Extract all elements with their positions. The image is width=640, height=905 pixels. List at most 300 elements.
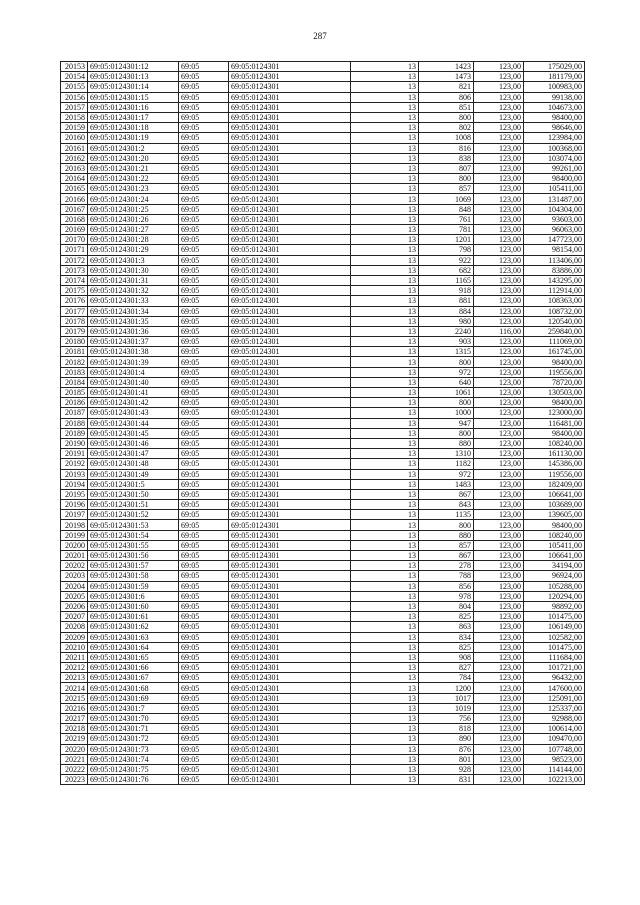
table-row xyxy=(61,408,585,418)
value-cell: 145386,00 xyxy=(524,459,585,469)
rate-cell: 123,00 xyxy=(474,744,524,754)
value-cell: 101721,00 xyxy=(524,663,585,673)
table-row xyxy=(61,479,585,489)
quarter-cell: 69:05:0124301 xyxy=(229,642,351,652)
table-row xyxy=(61,510,585,520)
table-row xyxy=(61,469,585,479)
area-cell: 800 xyxy=(419,112,474,122)
area-cell: 804 xyxy=(419,601,474,611)
district-code-cell: 69:05 xyxy=(179,306,229,316)
value-cell: 108732,00 xyxy=(524,306,585,316)
rate-cell: 123,00 xyxy=(474,265,524,275)
table-row xyxy=(61,764,585,774)
row-number-cell: 20167 xyxy=(61,204,88,214)
table-row xyxy=(61,744,585,754)
area-cell: 928 xyxy=(419,764,474,774)
rate-cell: 123,00 xyxy=(474,469,524,479)
quarter-cell: 69:05:0124301 xyxy=(229,235,351,245)
value-cell: 98523,00 xyxy=(524,754,585,764)
area-cell: 867 xyxy=(419,489,474,499)
area-cell: 908 xyxy=(419,652,474,662)
zone-cell: 13 xyxy=(351,714,419,724)
table-row xyxy=(61,153,585,163)
rate-cell: 123,00 xyxy=(474,622,524,632)
value-cell: 98646,00 xyxy=(524,123,585,133)
area-cell: 863 xyxy=(419,622,474,632)
zone-cell: 13 xyxy=(351,632,419,642)
zone-cell: 13 xyxy=(351,377,419,387)
district-code-cell: 69:05 xyxy=(179,377,229,387)
quarter-cell: 69:05:0124301 xyxy=(229,540,351,550)
table-row xyxy=(61,724,585,734)
zone-cell: 13 xyxy=(351,652,419,662)
district-code-cell: 69:05 xyxy=(179,337,229,347)
district-code-cell: 69:05 xyxy=(179,428,229,438)
area-cell: 1473 xyxy=(419,72,474,82)
table-row xyxy=(61,561,585,571)
zone-cell: 13 xyxy=(351,357,419,367)
quarter-cell: 69:05:0124301 xyxy=(229,62,351,72)
value-cell: 98400,00 xyxy=(524,428,585,438)
value-cell: 182409,00 xyxy=(524,479,585,489)
value-cell: 96063,00 xyxy=(524,225,585,235)
row-number-cell: 20173 xyxy=(61,265,88,275)
table-row xyxy=(61,174,585,184)
row-number-cell: 20178 xyxy=(61,316,88,326)
table-row xyxy=(61,683,585,693)
district-code-cell: 69:05 xyxy=(179,703,229,713)
zone-cell: 13 xyxy=(351,143,419,153)
row-number-cell: 20185 xyxy=(61,388,88,398)
table-row xyxy=(61,632,585,642)
table-row xyxy=(61,734,585,744)
area-cell: 876 xyxy=(419,744,474,754)
district-code-cell: 69:05 xyxy=(179,551,229,561)
table-row xyxy=(61,449,585,459)
table-row xyxy=(61,214,585,224)
area-cell: 798 xyxy=(419,245,474,255)
area-cell: 1201 xyxy=(419,235,474,245)
table-row xyxy=(61,551,585,561)
row-number-cell: 20201 xyxy=(61,551,88,561)
table-row xyxy=(61,377,585,387)
value-cell: 100368,00 xyxy=(524,143,585,153)
district-code-cell: 69:05 xyxy=(179,82,229,92)
row-number-cell: 20170 xyxy=(61,235,88,245)
zone-cell: 13 xyxy=(351,225,419,235)
rate-cell: 123,00 xyxy=(474,245,524,255)
quarter-cell: 69:05:0124301 xyxy=(229,438,351,448)
rate-cell: 123,00 xyxy=(474,133,524,143)
row-number-cell: 20208 xyxy=(61,622,88,632)
district-code-cell: 69:05 xyxy=(179,449,229,459)
district-code-cell: 69:05 xyxy=(179,673,229,683)
rate-cell: 123,00 xyxy=(474,102,524,112)
rate-cell: 123,00 xyxy=(474,703,524,713)
quarter-cell: 69:05:0124301 xyxy=(229,153,351,163)
cadastral-number-cell: 69:05:0124301:20 xyxy=(88,153,179,163)
cadastral-number-cell: 69:05:0124301:53 xyxy=(88,520,179,530)
row-number-cell: 20162 xyxy=(61,153,88,163)
area-cell: 980 xyxy=(419,316,474,326)
quarter-cell: 69:05:0124301 xyxy=(229,367,351,377)
area-cell: 807 xyxy=(419,163,474,173)
value-cell: 106641,00 xyxy=(524,551,585,561)
district-code-cell: 69:05 xyxy=(179,561,229,571)
rate-cell: 123,00 xyxy=(474,459,524,469)
table-row xyxy=(61,275,585,285)
value-cell: 92988,00 xyxy=(524,714,585,724)
value-cell: 119556,00 xyxy=(524,367,585,377)
district-code-cell: 69:05 xyxy=(179,347,229,357)
quarter-cell: 69:05:0124301 xyxy=(229,102,351,112)
quarter-cell: 69:05:0124301 xyxy=(229,551,351,561)
rate-cell: 123,00 xyxy=(474,510,524,520)
zone-cell: 13 xyxy=(351,153,419,163)
rate-cell: 123,00 xyxy=(474,642,524,652)
value-cell: 108363,00 xyxy=(524,296,585,306)
area-cell: 816 xyxy=(419,143,474,153)
table-row xyxy=(61,642,585,652)
cadastral-number-cell: 69:05:0124301:23 xyxy=(88,184,179,194)
cadastral-number-cell: 69:05:0124301:57 xyxy=(88,561,179,571)
row-number-cell: 20207 xyxy=(61,612,88,622)
rate-cell: 123,00 xyxy=(474,683,524,693)
table-row xyxy=(61,489,585,499)
cadastral-number-cell: 69:05:0124301:50 xyxy=(88,489,179,499)
value-cell: 113406,00 xyxy=(524,255,585,265)
quarter-cell: 69:05:0124301 xyxy=(229,561,351,571)
row-number-cell: 20159 xyxy=(61,123,88,133)
area-cell: 947 xyxy=(419,418,474,428)
table-row xyxy=(61,622,585,632)
zone-cell: 13 xyxy=(351,306,419,316)
district-code-cell: 69:05 xyxy=(179,632,229,642)
row-number-cell: 20192 xyxy=(61,459,88,469)
quarter-cell: 69:05:0124301 xyxy=(229,133,351,143)
zone-cell: 13 xyxy=(351,62,419,72)
area-cell: 848 xyxy=(419,204,474,214)
quarter-cell: 69:05:0124301 xyxy=(229,214,351,224)
cadastral-number-cell: 69:05:0124301:22 xyxy=(88,174,179,184)
area-cell: 903 xyxy=(419,337,474,347)
value-cell: 99261,00 xyxy=(524,163,585,173)
table-row xyxy=(61,612,585,622)
district-code-cell: 69:05 xyxy=(179,163,229,173)
quarter-cell: 69:05:0124301 xyxy=(229,174,351,184)
district-code-cell: 69:05 xyxy=(179,734,229,744)
cadastral-number-cell: 69:05:0124301:46 xyxy=(88,438,179,448)
quarter-cell: 69:05:0124301 xyxy=(229,622,351,632)
zone-cell: 13 xyxy=(351,663,419,673)
rate-cell: 123,00 xyxy=(474,734,524,744)
rate-cell: 123,00 xyxy=(474,153,524,163)
rate-cell: 123,00 xyxy=(474,438,524,448)
area-cell: 682 xyxy=(419,265,474,275)
district-code-cell: 69:05 xyxy=(179,510,229,520)
zone-cell: 13 xyxy=(351,530,419,540)
district-code-cell: 69:05 xyxy=(179,357,229,367)
quarter-cell: 69:05:0124301 xyxy=(229,489,351,499)
cadastral-number-cell: 69:05:0124301:28 xyxy=(88,235,179,245)
quarter-cell: 69:05:0124301 xyxy=(229,612,351,622)
district-code-cell: 69:05 xyxy=(179,388,229,398)
rate-cell: 123,00 xyxy=(474,337,524,347)
row-number-cell: 20212 xyxy=(61,663,88,673)
rate-cell: 123,00 xyxy=(474,123,524,133)
table-row xyxy=(61,62,585,72)
district-code-cell: 69:05 xyxy=(179,459,229,469)
value-cell: 104304,00 xyxy=(524,204,585,214)
area-cell: 800 xyxy=(419,174,474,184)
row-number-cell: 20160 xyxy=(61,133,88,143)
rate-cell: 123,00 xyxy=(474,540,524,550)
table-row xyxy=(61,591,585,601)
cadastral-number-cell: 69:05:0124301:39 xyxy=(88,357,179,367)
quarter-cell: 69:05:0124301 xyxy=(229,398,351,408)
area-cell: 972 xyxy=(419,367,474,377)
rate-cell: 123,00 xyxy=(474,286,524,296)
quarter-cell: 69:05:0124301 xyxy=(229,764,351,774)
district-code-cell: 69:05 xyxy=(179,204,229,214)
zone-cell: 13 xyxy=(351,551,419,561)
rate-cell: 123,00 xyxy=(474,306,524,316)
row-number-cell: 20214 xyxy=(61,683,88,693)
quarter-cell: 69:05:0124301 xyxy=(229,296,351,306)
value-cell: 100983,00 xyxy=(524,82,585,92)
district-code-cell: 69:05 xyxy=(179,398,229,408)
zone-cell: 13 xyxy=(351,734,419,744)
area-cell: 640 xyxy=(419,377,474,387)
cadastral-number-cell: 69:05:0124301:65 xyxy=(88,652,179,662)
rate-cell: 123,00 xyxy=(474,235,524,245)
zone-cell: 13 xyxy=(351,367,419,377)
district-code-cell: 69:05 xyxy=(179,275,229,285)
rate-cell: 123,00 xyxy=(474,612,524,622)
table-row xyxy=(61,102,585,112)
zone-cell: 13 xyxy=(351,724,419,734)
table-row xyxy=(61,163,585,173)
cadastral-number-cell: 69:05:0124301:34 xyxy=(88,306,179,316)
value-cell: 105411,00 xyxy=(524,184,585,194)
zone-cell: 13 xyxy=(351,72,419,82)
row-number-cell: 20205 xyxy=(61,591,88,601)
area-cell: 2240 xyxy=(419,326,474,336)
district-code-cell: 69:05 xyxy=(179,194,229,204)
cadastral-number-cell: 69:05:0124301:49 xyxy=(88,469,179,479)
district-code-cell: 69:05 xyxy=(179,153,229,163)
area-cell: 821 xyxy=(419,82,474,92)
cadastral-number-cell: 69:05:0124301:2 xyxy=(88,143,179,153)
cadastral-number-cell: 69:05:0124301:48 xyxy=(88,459,179,469)
rate-cell: 123,00 xyxy=(474,581,524,591)
rate-cell: 123,00 xyxy=(474,418,524,428)
quarter-cell: 69:05:0124301 xyxy=(229,775,351,785)
rate-cell: 123,00 xyxy=(474,571,524,581)
district-code-cell: 69:05 xyxy=(179,754,229,764)
area-cell: 1483 xyxy=(419,479,474,489)
area-cell: 784 xyxy=(419,673,474,683)
quarter-cell: 69:05:0124301 xyxy=(229,92,351,102)
rate-cell: 123,00 xyxy=(474,82,524,92)
area-cell: 978 xyxy=(419,591,474,601)
cadastral-number-cell: 69:05:0124301:26 xyxy=(88,214,179,224)
table-row xyxy=(61,540,585,550)
row-number-cell: 20187 xyxy=(61,408,88,418)
quarter-cell: 69:05:0124301 xyxy=(229,428,351,438)
district-code-cell: 69:05 xyxy=(179,286,229,296)
rate-cell: 123,00 xyxy=(474,652,524,662)
table-row xyxy=(61,418,585,428)
area-cell: 278 xyxy=(419,561,474,571)
area-cell: 1135 xyxy=(419,510,474,520)
value-cell: 181179,00 xyxy=(524,72,585,82)
cadastral-number-cell: 69:05:0124301:12 xyxy=(88,62,179,72)
cadastral-number-cell: 69:05:0124301:72 xyxy=(88,734,179,744)
area-cell: 918 xyxy=(419,286,474,296)
row-number-cell: 20165 xyxy=(61,184,88,194)
area-cell: 827 xyxy=(419,663,474,673)
row-number-cell: 20174 xyxy=(61,275,88,285)
district-code-cell: 69:05 xyxy=(179,581,229,591)
zone-cell: 13 xyxy=(351,398,419,408)
cadastral-number-cell: 69:05:0124301:60 xyxy=(88,601,179,611)
value-cell: 98400,00 xyxy=(524,398,585,408)
district-code-cell: 69:05 xyxy=(179,316,229,326)
area-cell: 881 xyxy=(419,296,474,306)
rate-cell: 123,00 xyxy=(474,764,524,774)
zone-cell: 13 xyxy=(351,265,419,275)
rate-cell: 123,00 xyxy=(474,143,524,153)
zone-cell: 13 xyxy=(351,286,419,296)
district-code-cell: 69:05 xyxy=(179,775,229,785)
table-row xyxy=(61,754,585,764)
district-code-cell: 69:05 xyxy=(179,214,229,224)
table-row xyxy=(61,520,585,530)
table-row xyxy=(61,459,585,469)
quarter-cell: 69:05:0124301 xyxy=(229,275,351,285)
district-code-cell: 69:05 xyxy=(179,663,229,673)
cadastral-number-cell: 69:05:0124301:24 xyxy=(88,194,179,204)
table-row xyxy=(61,438,585,448)
cadastral-number-cell: 69:05:0124301:40 xyxy=(88,377,179,387)
district-code-cell: 69:05 xyxy=(179,652,229,662)
area-cell: 922 xyxy=(419,255,474,265)
cadastral-number-cell: 69:05:0124301:73 xyxy=(88,744,179,754)
quarter-cell: 69:05:0124301 xyxy=(229,408,351,418)
rate-cell: 123,00 xyxy=(474,194,524,204)
zone-cell: 13 xyxy=(351,612,419,622)
row-number-cell: 20183 xyxy=(61,367,88,377)
row-number-cell: 20213 xyxy=(61,673,88,683)
district-code-cell: 69:05 xyxy=(179,469,229,479)
table-row xyxy=(61,255,585,265)
area-cell: 1310 xyxy=(419,449,474,459)
value-cell: 114144,00 xyxy=(524,764,585,774)
quarter-cell: 69:05:0124301 xyxy=(229,194,351,204)
table-row xyxy=(61,286,585,296)
value-cell: 106149,00 xyxy=(524,622,585,632)
zone-cell: 13 xyxy=(351,163,419,173)
quarter-cell: 69:05:0124301 xyxy=(229,734,351,744)
cadastral-number-cell: 69:05:0124301:21 xyxy=(88,163,179,173)
row-number-cell: 20153 xyxy=(61,62,88,72)
quarter-cell: 69:05:0124301 xyxy=(229,673,351,683)
value-cell: 107748,00 xyxy=(524,744,585,754)
quarter-cell: 69:05:0124301 xyxy=(229,459,351,469)
rate-cell: 123,00 xyxy=(474,214,524,224)
row-number-cell: 20202 xyxy=(61,561,88,571)
zone-cell: 13 xyxy=(351,214,419,224)
quarter-cell: 69:05:0124301 xyxy=(229,347,351,357)
row-number-cell: 20223 xyxy=(61,775,88,785)
value-cell: 108240,00 xyxy=(524,438,585,448)
quarter-cell: 69:05:0124301 xyxy=(229,693,351,703)
value-cell: 139605,00 xyxy=(524,510,585,520)
table-row xyxy=(61,357,585,367)
cadastral-number-cell: 69:05:0124301:63 xyxy=(88,632,179,642)
cadastral-number-cell: 69:05:0124301:37 xyxy=(88,337,179,347)
quarter-cell: 69:05:0124301 xyxy=(229,581,351,591)
rate-cell: 123,00 xyxy=(474,489,524,499)
district-code-cell: 69:05 xyxy=(179,296,229,306)
value-cell: 161745,00 xyxy=(524,347,585,357)
value-cell: 78720,00 xyxy=(524,377,585,387)
value-cell: 131487,00 xyxy=(524,194,585,204)
value-cell: 120294,00 xyxy=(524,591,585,601)
quarter-cell: 69:05:0124301 xyxy=(229,500,351,510)
quarter-cell: 69:05:0124301 xyxy=(229,143,351,153)
quarter-cell: 69:05:0124301 xyxy=(229,714,351,724)
value-cell: 108240,00 xyxy=(524,530,585,540)
area-cell: 1008 xyxy=(419,133,474,143)
row-number-cell: 20166 xyxy=(61,194,88,204)
rate-cell: 123,00 xyxy=(474,561,524,571)
value-cell: 100614,00 xyxy=(524,724,585,734)
rate-cell: 123,00 xyxy=(474,357,524,367)
value-cell: 98400,00 xyxy=(524,520,585,530)
row-number-cell: 20198 xyxy=(61,520,88,530)
rate-cell: 123,00 xyxy=(474,714,524,724)
rate-cell: 123,00 xyxy=(474,408,524,418)
area-cell: 1069 xyxy=(419,194,474,204)
district-code-cell: 69:05 xyxy=(179,418,229,428)
cadastral-number-cell: 69:05:0124301:36 xyxy=(88,326,179,336)
value-cell: 147600,00 xyxy=(524,683,585,693)
value-cell: 96432,00 xyxy=(524,673,585,683)
row-number-cell: 20216 xyxy=(61,703,88,713)
district-code-cell: 69:05 xyxy=(179,143,229,153)
cadastral-number-cell: 69:05:0124301:66 xyxy=(88,663,179,673)
quarter-cell: 69:05:0124301 xyxy=(229,255,351,265)
row-number-cell: 20215 xyxy=(61,693,88,703)
zone-cell: 13 xyxy=(351,601,419,611)
value-cell: 103689,00 xyxy=(524,500,585,510)
area-cell: 884 xyxy=(419,306,474,316)
cadastral-number-cell: 69:05:0124301:44 xyxy=(88,418,179,428)
table-row xyxy=(61,235,585,245)
district-code-cell: 69:05 xyxy=(179,601,229,611)
cadastral-number-cell: 69:05:0124301:35 xyxy=(88,316,179,326)
rate-cell: 123,00 xyxy=(474,316,524,326)
zone-cell: 13 xyxy=(351,102,419,112)
table-row xyxy=(61,133,585,143)
value-cell: 112914,00 xyxy=(524,286,585,296)
zone-cell: 13 xyxy=(351,571,419,581)
row-number-cell: 20186 xyxy=(61,398,88,408)
value-cell: 109470,00 xyxy=(524,734,585,744)
area-cell: 831 xyxy=(419,775,474,785)
